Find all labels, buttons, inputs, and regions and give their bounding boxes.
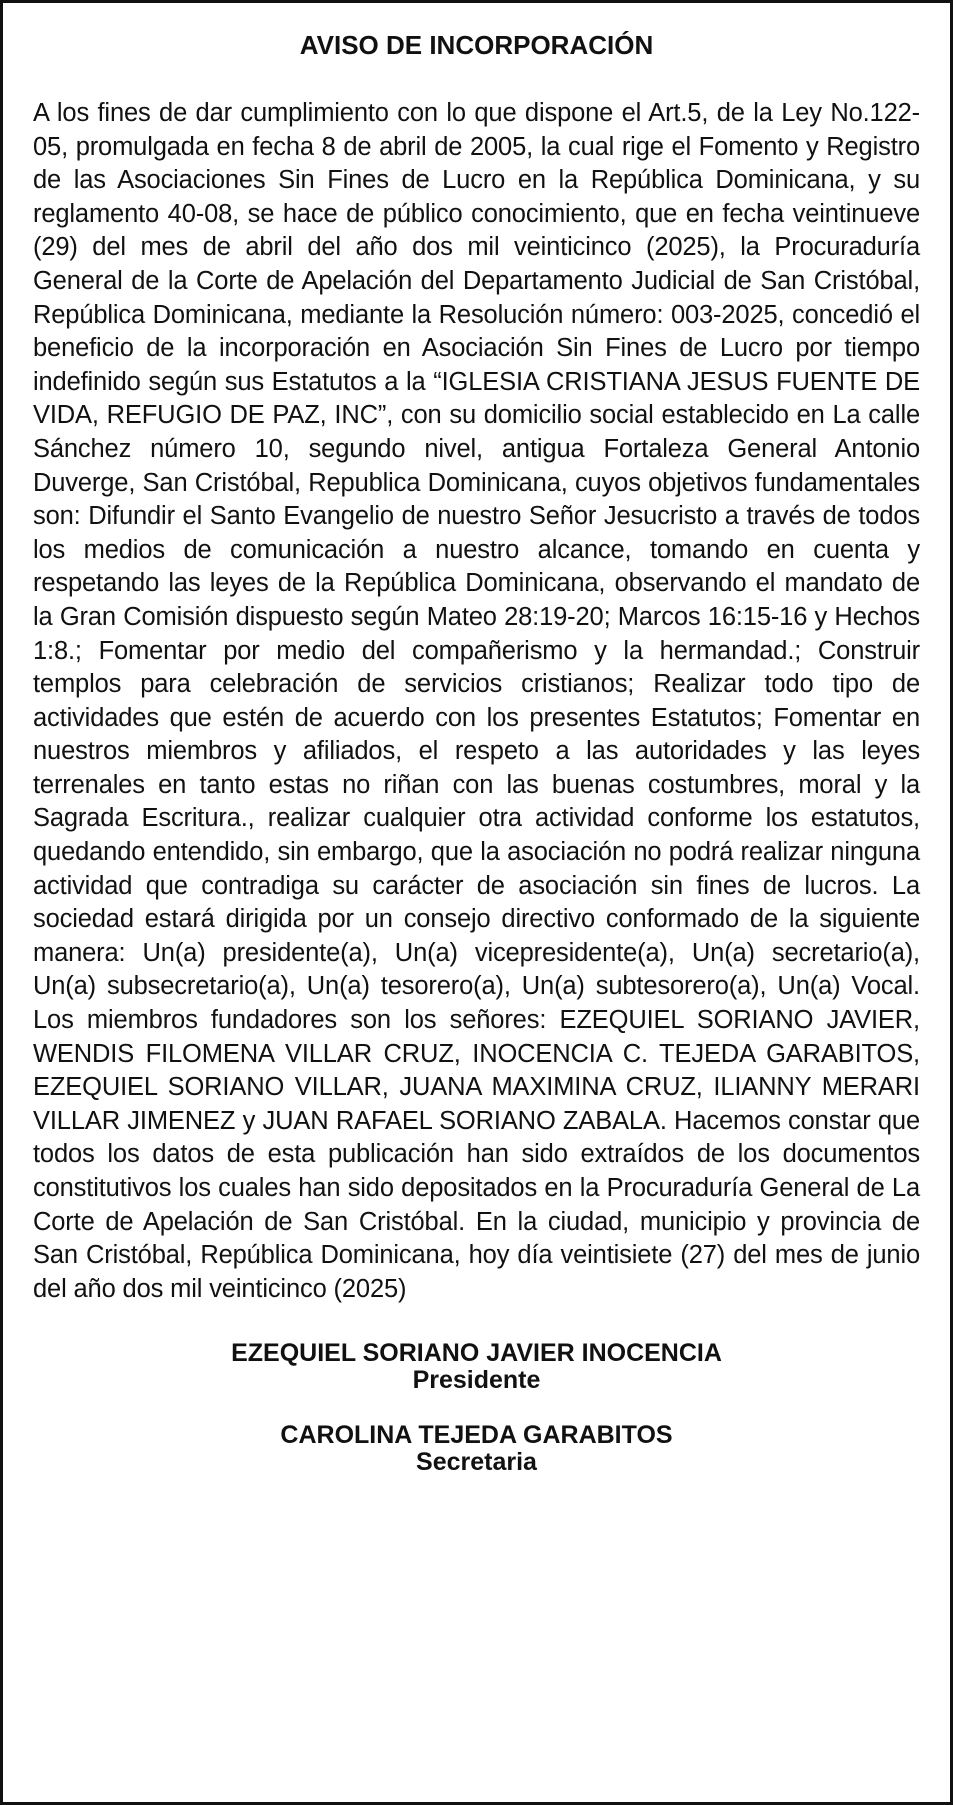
notice-title: AVISO DE INCORPORACIÓN — [299, 30, 654, 60]
signature-name: EZEQUIEL SORIANO JAVIER INOCENCIA — [231, 1339, 722, 1368]
signature-secretary — [33, 1422, 920, 1476]
signature-role: Secretaria — [416, 1448, 537, 1477]
signature-role: Presidente — [412, 1366, 541, 1395]
notice-body: A los fines de dar cumplimiento con lo que dispone el Art.5, de la Ley No.122- 05, promulgada en fecha 8 de abril de 2005, la cual rige el Fomento y Registro de las Asociaciones Sin Fines de Lucro en la República Dominicana, y su reglamento 40-08, se hace de público conocimiento, que en fecha veintinueve (29) del mes de abril del año dos mil veinticinco (2025), la Procuraduría General de la Corte de Apelación del Departamento Judicial de San Cristóbal, República Dominicana, mediante la Resolución número: 003-2025, concedió el beneficio de la incorporación en Asociación Sin Fines de Lucro por tiempo indefinido según sus Estatutos a la “IGLESIA CRISTIANA JESUS FUENTE DE VIDA, REFUGIO DE PAZ, INC”, con su domicilio social establecido en La calle Sánchez número 10, segundo nivel, antigua Fortaleza General Antonio Duverge, San Cristóbal, Republica Dominicana, cuyos objetivos fundamentales son: Difundir el Santo Evangelio de nuestro Señor Jesucristo a través de todos los medios de comunicación a nuestro alcance, tomando en cuenta y respetando las leyes de la República Dominicana, observando el mandato de la Gran Comisión dispuesto según Mateo 28:19-20; Marcos 16:15-16 y Hechos 1:8.; Fomentar por medio del compañerismo y la hermandad.; Construir templos para celebración de servicios cristianos; Realizar todo tipo de actividades que estén de acuerdo con los presentes Estatutos; Fomentar en nuestros miembros y afiliados, el respeto a las autoridades y las leyes terrenales en tanto estas no riñan con las buenas costumbres, moral y la Sagrada Escritura., realizar cualquier otra actividad conforme los estatutos, quedando entendido, sin embargo, que la asociación no podrá realizar ninguna actividad que contradiga su carácter de asociación sin fines de lucros. La sociedad estará dirigida por un consejo directivo conformado de la siguiente manera: Un(a) presidente(a), Un(a) vicepresidente(a), Un(a) secretario(a), Un(a) subsecretario(a), Un(a) tesorero(a), Un(a) subtesorero(a), Un(a) Vocal. Los miembros fundadores son los señores: EZEQUIEL SORIANO JAVIER, WENDIS FILOMENA VILLAR CRUZ, INOCENCIA C. TEJEDA GARABITOS, EZEQUIEL SORIANO VILLAR, JUANA MAXIMINA CRUZ, ILIANNY MERARI VILLAR JIMENEZ y JUAN RAFAEL SORIANO ZABALA. Hacemos constar que todos los datos de esta publicación han sido extraídos de los documentos constitutivos los cuales han sido depositados en la Procuraduría General de La Corte de Apelación de San Cristóbal. En la ciudad, municipio y provincia de San Cristóbal, República Dominicana, hoy día veintisiete (27) del mes de junio del año dos mil veinticinco (2025) — [33, 99, 920, 1303]
signature-section — [33, 1340, 920, 1476]
signature-name: CAROLINA TEJEDA GARABITOS — [280, 1421, 673, 1450]
signature-president — [33, 1340, 920, 1394]
